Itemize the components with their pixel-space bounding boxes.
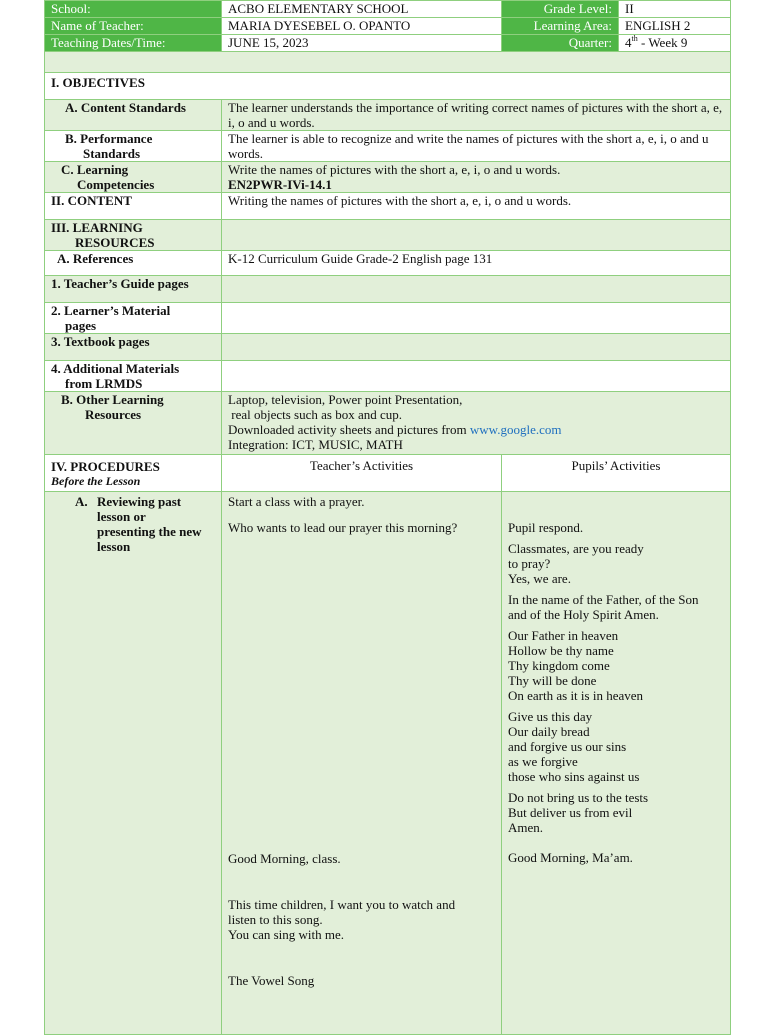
other-resources-label-2: Resources bbox=[85, 407, 142, 422]
quarter-number: 4 bbox=[625, 35, 632, 50]
learning-resources-row bbox=[45, 220, 731, 251]
additional-materials-label-2: from LRMDS bbox=[65, 376, 143, 391]
area-value: ENGLISH 2 bbox=[619, 18, 731, 35]
pupil-line: In the name of the Father, of the Son bbox=[508, 592, 699, 607]
procedures-header-row bbox=[45, 455, 731, 492]
dates-value: JUNE 15, 2023 bbox=[222, 35, 502, 52]
performance-standards-row bbox=[45, 131, 731, 162]
teachers-guide-row bbox=[45, 276, 731, 303]
pupil-line: Amen. bbox=[508, 820, 544, 835]
pupil-activities-header: Pupils’ Activities bbox=[502, 455, 731, 492]
step-a-line-1: Reviewing past bbox=[97, 494, 182, 509]
teacher-label: Name of Teacher: bbox=[45, 18, 222, 35]
grade-value: II bbox=[619, 1, 731, 18]
grade-label: Grade Level: bbox=[502, 1, 619, 18]
teacher-line: Good Morning, class. bbox=[228, 851, 341, 866]
other-resources-line-4: Integration: ICT, MUSIC, MATH bbox=[228, 437, 403, 452]
pupil-line: Give us this day bbox=[508, 709, 593, 724]
teacher-value: MARIA DYESEBEL O. OPANTO bbox=[222, 18, 502, 35]
additional-materials-row bbox=[45, 361, 731, 392]
step-a-line-4: lesson bbox=[97, 539, 131, 554]
pupil-line: Thy kingdom come bbox=[508, 658, 610, 673]
competencies-row bbox=[45, 162, 731, 193]
pupil-line: But deliver us from evil bbox=[508, 805, 633, 820]
spacer-row bbox=[45, 52, 731, 73]
teachers-guide-label: 1. Teacher’s Guide pages bbox=[45, 276, 222, 303]
other-resources-label-1: B. Other Learning bbox=[61, 392, 164, 407]
other-resources-row bbox=[45, 392, 731, 455]
textbook-row bbox=[45, 334, 731, 361]
resources-title-1: III. LEARNING bbox=[51, 220, 143, 235]
teacher-activities-cell bbox=[222, 492, 502, 1035]
learners-material-row bbox=[45, 303, 731, 334]
quarter-label: Quarter: bbox=[502, 35, 619, 52]
pupil-line: Yes, we are. bbox=[508, 571, 571, 586]
lesson-plan-sheet bbox=[44, 0, 730, 1024]
learners-material-label-2: pages bbox=[65, 318, 97, 333]
header-row-school bbox=[45, 1, 731, 18]
lesson-plan-table bbox=[44, 0, 731, 1035]
pupil-line: Our daily bread bbox=[508, 724, 590, 739]
content-label: II. CONTENT bbox=[45, 193, 222, 220]
quarter-suffix: th bbox=[631, 34, 638, 43]
step-a-marker: A. bbox=[75, 494, 88, 509]
procedure-step-a-row bbox=[45, 492, 731, 1035]
other-resources-line-1: Laptop, television, Power point Presentation, bbox=[228, 392, 463, 407]
performance-standards-text: The learner is able to recognize and write the names of pictures with the short a, e, i, o and u words. bbox=[222, 131, 731, 162]
teacher-line: Who wants to lead our prayer this morning? bbox=[228, 520, 458, 535]
quarter-value bbox=[619, 35, 731, 52]
objectives-title: I. OBJECTIVES bbox=[45, 73, 731, 100]
pupil-line: as we forgive bbox=[508, 754, 578, 769]
competencies-label-1: C. Learning bbox=[61, 162, 129, 177]
teacher-line: Start a class with a prayer. bbox=[228, 494, 365, 509]
references-text: K-12 Curriculum Guide Grade-2 English page 131 bbox=[222, 251, 731, 276]
google-link[interactable]: www.google.com bbox=[469, 422, 562, 437]
procedures-subtitle: Before the Lesson bbox=[51, 474, 141, 488]
teacher-line: This time children, I want you to watch and bbox=[228, 897, 456, 912]
teacher-line: listen to this song. bbox=[228, 912, 323, 927]
pupil-line: Classmates, are you ready bbox=[508, 541, 644, 556]
performance-label-1: B. Performance bbox=[65, 131, 153, 146]
header-row-dates bbox=[45, 35, 731, 52]
pupil-line: and forgive us our sins bbox=[508, 739, 627, 754]
pupil-line: those who sins against us bbox=[508, 769, 640, 784]
pupil-line: Do not bring us to the tests bbox=[508, 790, 649, 805]
teacher-line: The Vowel Song bbox=[228, 973, 315, 988]
competencies-text: Write the names of pictures with the short a, e, i, o and u words. bbox=[228, 162, 561, 177]
header-row-teacher bbox=[45, 18, 731, 35]
other-resources-line-2: real objects such as box and cup. bbox=[228, 407, 403, 422]
objectives-row bbox=[45, 73, 731, 100]
pupil-line: Good Morning, Ma’am. bbox=[508, 850, 633, 865]
pupil-line: Pupil respond. bbox=[508, 520, 584, 535]
area-label: Learning Area: bbox=[502, 18, 619, 35]
pupil-line: Thy will be done bbox=[508, 673, 597, 688]
learners-material-label-1: 2. Learner’s Material bbox=[51, 303, 171, 318]
pupil-line: and of the Holy Spirit Amen. bbox=[508, 607, 659, 622]
references-row bbox=[45, 251, 731, 276]
references-label: A. References bbox=[45, 251, 222, 276]
content-row bbox=[45, 193, 731, 220]
other-resources-line-3: Downloaded activity sheets and pictures from bbox=[228, 422, 470, 437]
step-a-line-3: presenting the new bbox=[97, 524, 202, 539]
step-a-line-2: lesson or bbox=[97, 509, 146, 524]
quarter-week: - Week 9 bbox=[637, 35, 688, 50]
resources-title-2: RESOURCES bbox=[75, 235, 155, 250]
teacher-line: You can sing with me. bbox=[228, 927, 345, 942]
performance-label-2: Standards bbox=[83, 146, 141, 161]
content-standards-text: The learner understands the importance of writing correct names of pictures with the short a, e, i, o and u words. bbox=[222, 100, 731, 131]
pupil-line: to pray? bbox=[508, 556, 551, 571]
content-text: Writing the names of pictures with the short a, e, i, o and u words. bbox=[222, 193, 731, 220]
pupil-line: Our Father in heaven bbox=[508, 628, 619, 643]
content-standards-row bbox=[45, 100, 731, 131]
school-value: ACBO ELEMENTARY SCHOOL bbox=[222, 1, 502, 18]
teacher-activities-header: Teacher’s Activities bbox=[222, 455, 502, 492]
competencies-code: EN2PWR-IVi-14.1 bbox=[228, 177, 332, 192]
pupil-line: On earth as it is in heaven bbox=[508, 688, 644, 703]
content-standards-label: A. Content Standards bbox=[45, 100, 222, 131]
competencies-label-2: Competencies bbox=[77, 177, 155, 192]
pupil-line: Hollow be thy name bbox=[508, 643, 614, 658]
additional-materials-label-1: 4. Additional Materials bbox=[51, 361, 180, 376]
school-label: School: bbox=[45, 1, 222, 18]
textbook-label: 3. Textbook pages bbox=[45, 334, 222, 361]
pupil-activities-cell bbox=[502, 492, 731, 1035]
dates-label: Teaching Dates/Time: bbox=[45, 35, 222, 52]
procedures-title: IV. PROCEDURES bbox=[51, 459, 160, 474]
